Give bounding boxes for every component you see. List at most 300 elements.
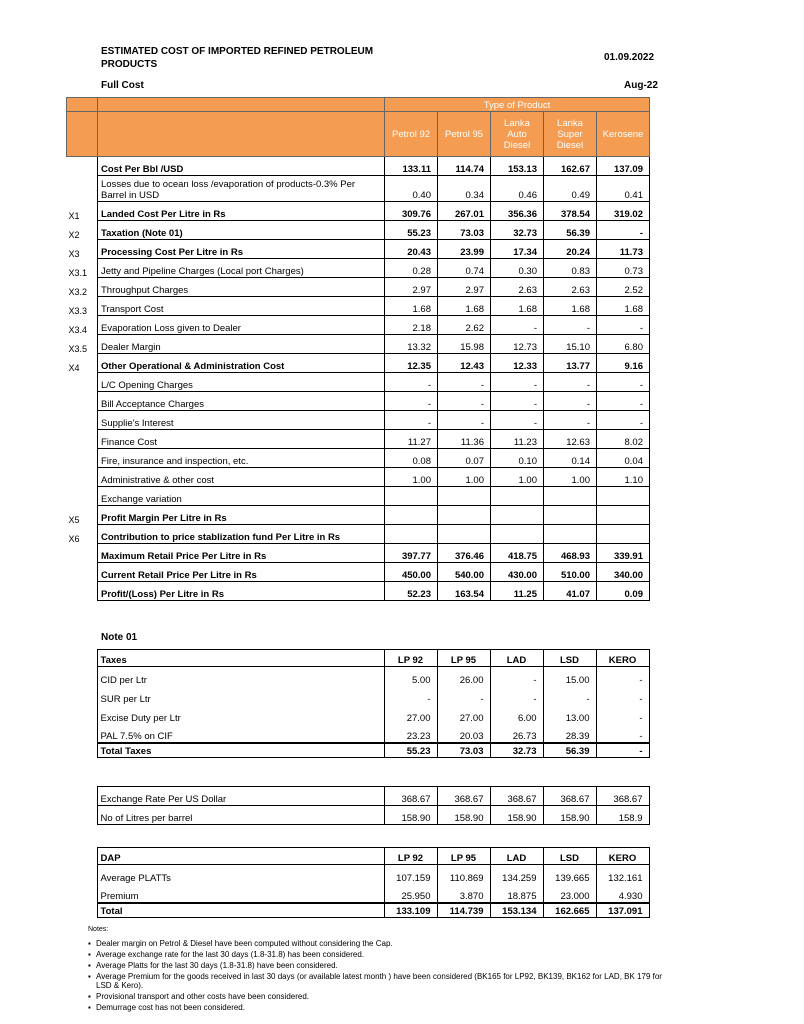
cell-value: 137.09 (597, 157, 650, 176)
cell-value: 339.91 (597, 544, 650, 563)
cell-value: - (597, 411, 650, 430)
cell-value: 9.16 (597, 354, 650, 373)
cell-value: - (544, 411, 597, 430)
cell-value: 162.67 (544, 157, 597, 176)
note-item (88, 1003, 668, 1012)
cell-value: 153.134 (490, 903, 543, 918)
row-code (67, 487, 98, 506)
cell-value: 340.00 (597, 563, 650, 582)
cell-value: 5.00 (384, 667, 437, 686)
cell-value: 12.33 (491, 354, 544, 373)
cell-value: - (384, 686, 437, 705)
cell-value: 158.9 (596, 806, 649, 825)
table-row (66, 705, 649, 724)
cell-value: 23.23 (384, 724, 437, 743)
cell-value: 0.04 (597, 449, 650, 468)
column-header: LP 92 (384, 848, 437, 865)
row-label: Other Operational & Administration Cost (98, 354, 385, 373)
product-column-header: Lanka Auto Diesel (491, 112, 544, 157)
table-row (67, 202, 650, 221)
note-text: Provisional transport and other costs have been considered. (96, 992, 310, 1001)
row-code (67, 157, 98, 176)
cell-value: 153.13 (491, 157, 544, 176)
row-code: X3 (68, 248, 80, 259)
cell-value: - (438, 373, 491, 392)
row-label: Transport Cost (98, 297, 385, 316)
cell-value: 52.23 (385, 582, 438, 601)
row-code (67, 373, 98, 392)
notes-title: Notes: (88, 926, 109, 933)
exchange-table (66, 786, 650, 825)
cell-value: 368.67 (596, 787, 649, 806)
note-item (88, 992, 668, 1001)
bullet-icon: ▪ (88, 939, 91, 948)
cell-value: - (491, 392, 544, 411)
note-text: Demurrage cost has not been considered. (96, 1003, 245, 1012)
row-code: X6 (68, 533, 80, 544)
cell-value: 55.23 (385, 221, 438, 240)
cell-value: 11.25 (491, 582, 544, 601)
cell-value (491, 525, 544, 544)
cell-value: 17.34 (491, 240, 544, 259)
cell-value: 6.80 (597, 335, 650, 354)
cell-value: - (438, 411, 491, 430)
column-header: Taxes (97, 650, 384, 667)
blank-cell (66, 865, 97, 884)
table-row (66, 884, 649, 903)
cell-value: - (597, 392, 650, 411)
taxes-table (66, 649, 650, 758)
row-code: X3.4 (68, 324, 88, 335)
cell-value: - (490, 686, 543, 705)
cell-value (597, 506, 650, 525)
note-text: Dealer margin on Petrol & Diesel have been computed without considering the Cap. (96, 939, 393, 948)
cell-value: - (596, 667, 649, 686)
note-text: Average Platts for the last 30 days (1.8-31.8) have been considered. (96, 961, 338, 970)
table-row (67, 506, 650, 525)
product-column-header: Kerosene (597, 112, 650, 157)
cell-value: 376.46 (438, 544, 491, 563)
column-header: LP 95 (437, 650, 490, 667)
cell-value: 0.40 (385, 176, 438, 202)
cell-value: 3.870 (437, 884, 490, 903)
note01-title: Note 01 (101, 632, 138, 643)
table-row (67, 411, 650, 430)
cell-value: 13.00 (543, 705, 596, 724)
cell-value: 0.73 (597, 259, 650, 278)
row-label: Finance Cost (98, 430, 385, 449)
cell-value: 25.950 (384, 884, 437, 903)
cell-value: 15.00 (543, 667, 596, 686)
cell-value (544, 525, 597, 544)
cell-value: - (385, 411, 438, 430)
table-row (67, 297, 650, 316)
table-row (67, 430, 650, 449)
row-code: X3.5 (68, 343, 88, 354)
cell-value (491, 506, 544, 525)
document-date: 01.09.2022 (604, 52, 655, 63)
cell-value: 0.46 (491, 176, 544, 202)
cell-value (438, 525, 491, 544)
row-code (67, 392, 98, 411)
row-label: Average PLATTs (97, 865, 384, 884)
cell-value: 12.35 (385, 354, 438, 373)
column-header-row (67, 112, 650, 157)
row-label: SUR per Ltr (97, 686, 384, 705)
cell-value (385, 506, 438, 525)
product-column-header: Petrol 92 (385, 112, 438, 157)
cell-value: - (385, 392, 438, 411)
cell-value: 0.09 (597, 582, 650, 601)
document-title: ESTIMATED COST OF IMPORTED REFINED PETROLEUM PRODUCTS (101, 46, 374, 70)
note-item (88, 939, 668, 948)
cell-value: 1.68 (438, 297, 491, 316)
note-item (88, 961, 668, 970)
cell-value: 0.41 (597, 176, 650, 202)
cell-value: 12.73 (491, 335, 544, 354)
cell-value: - (597, 373, 650, 392)
row-code (67, 449, 98, 468)
table-row (67, 525, 650, 544)
column-header: LP 95 (437, 848, 490, 865)
cell-value: 23.99 (438, 240, 491, 259)
cell-value: - (438, 392, 491, 411)
column-header: LP 92 (384, 650, 437, 667)
blank-cell (66, 884, 97, 903)
cell-value: 132.161 (596, 865, 649, 884)
cell-value: 309.76 (385, 202, 438, 221)
cell-value: 1.68 (491, 297, 544, 316)
cell-value: 134.259 (490, 865, 543, 884)
note-item (88, 972, 668, 990)
cell-value: 163.54 (438, 582, 491, 601)
table-row (67, 278, 650, 297)
cell-value (438, 506, 491, 525)
cell-value: 267.01 (438, 202, 491, 221)
cell-value: 133.11 (385, 157, 438, 176)
cell-value: 20.43 (385, 240, 438, 259)
row-label: Premium (97, 884, 384, 903)
row-label: Landed Cost Per Litre in Rs (98, 202, 385, 221)
cell-value (544, 506, 597, 525)
row-label: Profit Margin Per Litre in Rs (98, 506, 385, 525)
cell-value: - (544, 316, 597, 335)
cell-value: 510.00 (544, 563, 597, 582)
cell-value: 41.07 (544, 582, 597, 601)
header-row (66, 650, 649, 667)
cell-value: 133.109 (384, 903, 437, 918)
header-blank-cell (67, 98, 98, 112)
header-row (66, 848, 649, 865)
cell-value: 56.39 (544, 221, 597, 240)
cell-value: - (596, 743, 649, 758)
column-header: LSD (543, 848, 596, 865)
cell-value: 1.00 (385, 468, 438, 487)
cell-value: 23.000 (543, 884, 596, 903)
cell-value: - (385, 373, 438, 392)
table-row (67, 582, 650, 601)
cell-value: 11.73 (597, 240, 650, 259)
column-header: DAP (97, 848, 384, 865)
cell-value (438, 487, 491, 506)
type-header-row (67, 98, 650, 112)
cell-value: 32.73 (491, 221, 544, 240)
month-label: Aug-22 (624, 80, 658, 91)
cell-value: 27.00 (384, 705, 437, 724)
row-code: X5 (68, 514, 80, 525)
cell-value: - (596, 724, 649, 743)
cell-value: 397.77 (385, 544, 438, 563)
cell-value (597, 487, 650, 506)
cell-value: 26.73 (490, 724, 543, 743)
table-row (67, 373, 650, 392)
row-code (67, 468, 98, 487)
cell-value: 418.75 (491, 544, 544, 563)
column-header: LAD (490, 650, 543, 667)
blank-cell (66, 903, 97, 918)
cell-value: 368.67 (437, 787, 490, 806)
row-code: X3.1 (68, 267, 88, 278)
cell-value: 1.68 (544, 297, 597, 316)
row-label: Total (97, 903, 384, 918)
row-label: Profit/(Loss) Per Litre in Rs (98, 582, 385, 601)
cell-value: 0.30 (491, 259, 544, 278)
cell-value: 2.97 (385, 278, 438, 297)
cell-value: - (597, 316, 650, 335)
cell-value: 0.74 (438, 259, 491, 278)
cell-value: 540.00 (438, 563, 491, 582)
table-row (67, 157, 650, 176)
cell-value: 20.03 (437, 724, 490, 743)
table-row (67, 335, 650, 354)
cell-value: 13.77 (544, 354, 597, 373)
cell-value: 378.54 (544, 202, 597, 221)
cell-value: 27.00 (437, 705, 490, 724)
cell-value: 11.27 (385, 430, 438, 449)
note-item (88, 950, 668, 959)
cell-value: 158.90 (490, 806, 543, 825)
row-code (67, 411, 98, 430)
table-row (67, 468, 650, 487)
cell-value: - (544, 373, 597, 392)
cell-value: 356.36 (491, 202, 544, 221)
row-code (67, 430, 98, 449)
cell-value: 0.07 (438, 449, 491, 468)
table-row (67, 354, 650, 373)
cell-value: 368.67 (490, 787, 543, 806)
column-header: KERO (596, 848, 649, 865)
bullet-icon: ▪ (88, 961, 91, 970)
row-code: X1 (68, 210, 80, 221)
row-label: PAL 7.5% on CIF (97, 724, 384, 743)
blank-cell (66, 806, 97, 825)
row-label: CID per Ltr (97, 667, 384, 686)
row-label: Bill Acceptance Charges (98, 392, 385, 411)
row-code (67, 582, 98, 601)
table-row (67, 449, 650, 468)
table-row (67, 316, 650, 335)
cell-value: - (437, 686, 490, 705)
cell-value: 0.28 (385, 259, 438, 278)
header-blank-cell (98, 112, 385, 157)
cell-value: 0.49 (544, 176, 597, 202)
cell-value: 319.02 (597, 202, 650, 221)
cell-value: 2.52 (597, 278, 650, 297)
header-blank-cell (98, 98, 385, 112)
row-code: X4 (68, 362, 80, 373)
table-row (67, 176, 650, 202)
bullet-icon: ▪ (88, 992, 91, 1001)
cell-value: - (491, 373, 544, 392)
row-label: Administrative & other cost (98, 468, 385, 487)
row-label: Evaporation Loss given to Dealer (98, 316, 385, 335)
cell-value: 6.00 (490, 705, 543, 724)
cell-value: 4.930 (596, 884, 649, 903)
table-row (67, 392, 650, 411)
row-label: Cost Per Bbl /USD (98, 157, 385, 176)
cell-value: 1.00 (491, 468, 544, 487)
cell-value: 0.10 (491, 449, 544, 468)
cell-value: 1.10 (597, 468, 650, 487)
total-row (66, 743, 649, 758)
dap-table (66, 847, 650, 918)
table-row (67, 544, 650, 563)
notes-section (88, 926, 668, 1014)
cell-value: - (597, 221, 650, 240)
product-column-header: Petrol 95 (438, 112, 491, 157)
table-row (67, 240, 650, 259)
row-label: Processing Cost Per Litre in Rs (98, 240, 385, 259)
cell-value: 158.90 (437, 806, 490, 825)
cell-value: 56.39 (543, 743, 596, 758)
cell-value: - (491, 316, 544, 335)
cell-value: 0.08 (385, 449, 438, 468)
cell-value: - (491, 411, 544, 430)
row-code (67, 176, 98, 202)
cell-value: 12.43 (438, 354, 491, 373)
blank-cell (66, 705, 97, 724)
cell-value: 13.32 (385, 335, 438, 354)
cell-value: 18.875 (490, 884, 543, 903)
cell-value: 32.73 (490, 743, 543, 758)
cell-value: 368.67 (543, 787, 596, 806)
row-label: Excise Duty per Ltr (97, 705, 384, 724)
cell-value (385, 525, 438, 544)
table-row (66, 787, 649, 806)
cell-value: 2.18 (385, 316, 438, 335)
cell-value (491, 487, 544, 506)
cell-value: 158.90 (384, 806, 437, 825)
cell-value: 2.63 (544, 278, 597, 297)
cell-value: 1.68 (597, 297, 650, 316)
header-blank-cell (67, 112, 98, 157)
blank-cell (66, 724, 97, 743)
row-label: Throughput Charges (98, 278, 385, 297)
cell-value: - (543, 686, 596, 705)
cell-value: 1.00 (544, 468, 597, 487)
row-label: Contribution to price stablization fund Per Litre in Rs (98, 525, 385, 544)
cell-value: 107.159 (384, 865, 437, 884)
row-label: Supplie's Interest (98, 411, 385, 430)
bullet-icon: ▪ (88, 950, 91, 959)
cell-value: 162.665 (543, 903, 596, 918)
cell-value (544, 487, 597, 506)
bullet-icon: ▪ (88, 972, 91, 981)
row-label: Total Taxes (97, 743, 384, 758)
cell-value: 158.90 (543, 806, 596, 825)
note-text: Average exchange rate for the last 30 days (1.8-31.8) has been considered. (96, 950, 365, 959)
row-label: Dealer Margin (98, 335, 385, 354)
row-label: Exchange variation (98, 487, 385, 506)
cell-value: 2.97 (438, 278, 491, 297)
bullet-icon: ▪ (88, 1003, 91, 1012)
cell-value: 15.98 (438, 335, 491, 354)
cell-value: 12.63 (544, 430, 597, 449)
cell-value: 73.03 (437, 743, 490, 758)
cell-value: 430.00 (491, 563, 544, 582)
cell-value: 1.00 (438, 468, 491, 487)
cell-value: 110.869 (437, 865, 490, 884)
cell-value: 2.62 (438, 316, 491, 335)
cell-value: 28.39 (543, 724, 596, 743)
blank-cell (66, 667, 97, 686)
blank-cell (66, 650, 97, 667)
table-row (67, 563, 650, 582)
row-label: Fire, insurance and inspection, etc. (98, 449, 385, 468)
cell-value: 73.03 (438, 221, 491, 240)
row-label: Maximum Retail Price Per Litre in Rs (98, 544, 385, 563)
cell-value: 55.23 (384, 743, 437, 758)
cell-value: 368.67 (384, 787, 437, 806)
cell-value: - (490, 667, 543, 686)
cell-value: 8.02 (597, 430, 650, 449)
row-label: Taxation (Note 01) (98, 221, 385, 240)
table-row (66, 865, 649, 884)
cell-value: 20.24 (544, 240, 597, 259)
cell-value: 2.63 (491, 278, 544, 297)
cell-value: 15.10 (544, 335, 597, 354)
row-label: Current Retail Price Per Litre in Rs (98, 563, 385, 582)
row-code (67, 544, 98, 563)
column-header: LAD (490, 848, 543, 865)
cell-value: 137.091 (596, 903, 649, 918)
blank-cell (66, 848, 97, 865)
cell-value: 11.36 (438, 430, 491, 449)
full-cost-label: Full Cost (101, 80, 144, 91)
cell-value: 114.739 (437, 903, 490, 918)
cell-value: 468.93 (544, 544, 597, 563)
cell-value: 1.68 (385, 297, 438, 316)
cost-table (66, 97, 650, 601)
table-row (66, 686, 649, 705)
row-label: Losses due to ocean loss /evaporation of products-0.3% Per Barrel in USD (98, 176, 385, 202)
row-label: No of Litres per barrel (97, 806, 384, 825)
product-column-header: Lanka Super Diesel (544, 112, 597, 157)
cell-value: 450.00 (385, 563, 438, 582)
table-row (66, 724, 649, 743)
column-header: KERO (596, 650, 649, 667)
column-header: LSD (543, 650, 596, 667)
note-text: Average Premium for the goods received in last 30 days (or available latest month ) have been considered (BK165 for LP92, BK139, BK162 for LAD, BK 179 for LSD & Kero). (96, 972, 662, 990)
cell-value (385, 487, 438, 506)
cell-value (597, 525, 650, 544)
cell-value: 0.83 (544, 259, 597, 278)
row-label: Exchange Rate Per US Dollar (97, 787, 384, 806)
type-of-product-header: Type of Product (385, 98, 650, 112)
cell-value: 0.14 (544, 449, 597, 468)
table-row (66, 806, 649, 825)
table-row (67, 221, 650, 240)
